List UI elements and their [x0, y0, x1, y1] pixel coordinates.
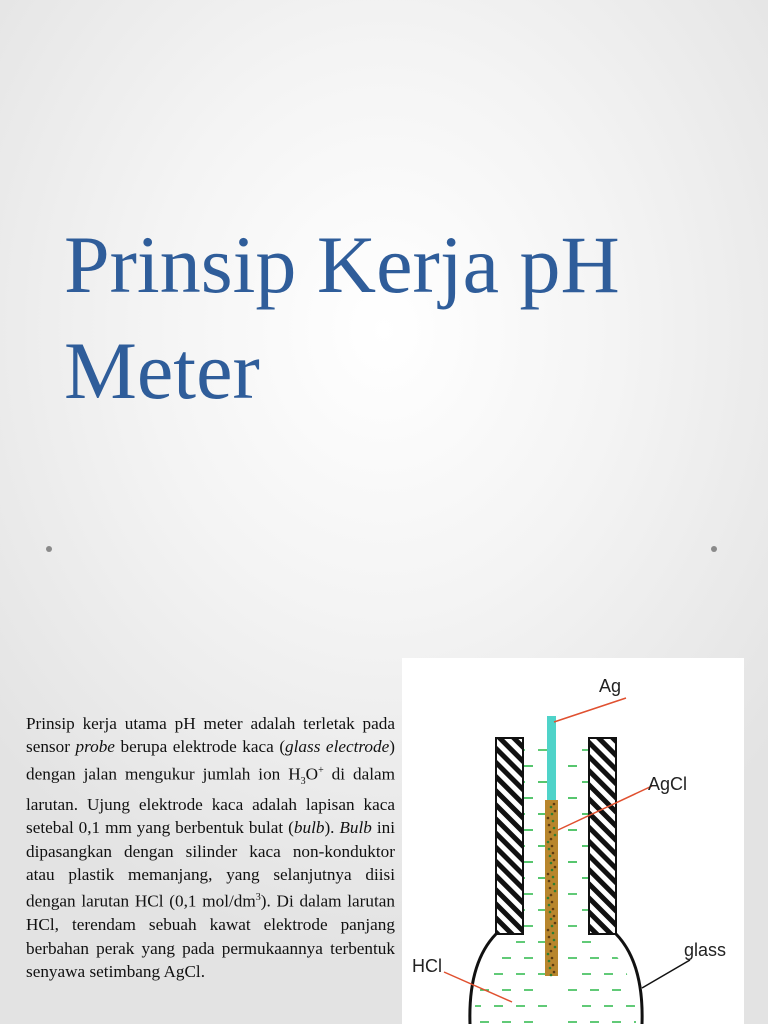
agcl-dot	[547, 953, 550, 956]
label-glass: glass	[684, 940, 727, 960]
agcl-dot	[553, 883, 556, 886]
agcl-dot	[550, 974, 553, 977]
superscript-plus: +	[318, 764, 324, 776]
tube-wall-right	[589, 738, 616, 934]
agcl-dot	[553, 939, 556, 942]
agcl-dot	[549, 943, 552, 946]
agcl-dot	[551, 845, 554, 848]
text-run: O	[305, 764, 319, 784]
tube-wall-left	[496, 738, 523, 934]
slide-title-line-1: Prinsip Kerja pH	[64, 219, 620, 310]
agcl-dot	[549, 855, 552, 858]
agcl-dot	[552, 820, 555, 823]
text-run: ).	[324, 818, 340, 838]
text-italic-probe: probe	[75, 737, 115, 757]
agcl-dot	[547, 929, 550, 932]
leader-ag	[554, 698, 626, 722]
slide-title-line-2: Meter	[64, 325, 260, 416]
subscript-3: 3	[300, 775, 306, 787]
agcl-dot	[554, 866, 557, 869]
agcl-dot	[548, 936, 551, 939]
agcl-dot	[547, 873, 550, 876]
agcl-dot	[550, 894, 553, 897]
agcl-dot	[552, 964, 555, 967]
decorative-dot-left	[46, 546, 52, 552]
agcl-dot	[553, 971, 556, 974]
text-run: Prinsip kerja utama pH meter adalah terletak pada sensor	[26, 714, 395, 757]
agcl-dot	[550, 950, 553, 953]
agcl-dot	[553, 803, 556, 806]
agcl-dot	[554, 946, 557, 949]
agcl-dot	[551, 869, 554, 872]
agcl-dot	[549, 967, 552, 970]
agcl-dot	[552, 852, 555, 855]
agcl-dot	[547, 817, 550, 820]
agcl-dot	[552, 908, 555, 911]
agcl-dot	[551, 901, 554, 904]
text-run: berupa elektrode kaca (	[114, 737, 286, 757]
label-ag: Ag	[599, 676, 622, 696]
agcl-coating	[545, 800, 558, 976]
agcl-dot	[550, 918, 553, 921]
decorative-dot-right	[711, 546, 717, 552]
agcl-dot	[551, 813, 554, 816]
agcl-dot	[552, 876, 555, 879]
agcl-dot	[548, 880, 551, 883]
agcl-dot	[548, 904, 551, 907]
agcl-dot	[549, 887, 552, 890]
electrode-diagram-svg	[402, 658, 744, 1024]
agcl-dot	[551, 925, 554, 928]
text-italic-bulb: bulb	[293, 818, 325, 838]
agcl-dot	[547, 897, 550, 900]
text-italic-bulb: Bulb	[339, 818, 372, 838]
text-run: ) dengan jalan mengukur jumlah ion H	[26, 737, 395, 784]
agcl-dot	[550, 838, 553, 841]
label-agcl: AgCl	[648, 774, 688, 794]
text-run: ). Di dalam larutan HCl, terendam sebuah kawat elektrode panjang berbahan perak yang pada permukaannya terbentuk senyawa setimbang AgCl.	[26, 891, 395, 981]
silver-wire	[547, 716, 556, 802]
agcl-dot	[550, 806, 553, 809]
agcl-dot	[553, 827, 556, 830]
agcl-dot	[547, 841, 550, 844]
slide-title	[64, 212, 744, 424]
agcl-dot	[554, 810, 557, 813]
electrode-diagram	[402, 658, 744, 1024]
agcl-dot	[554, 890, 557, 893]
agcl-dot	[554, 834, 557, 837]
agcl-dot	[554, 922, 557, 925]
agcl-dot	[548, 824, 551, 827]
agcl-dot	[550, 862, 553, 865]
agcl-dot	[552, 932, 555, 935]
text-run: ini dipasangkan dengan silinder kaca non-konduktor atau plastik memanjang, yang selanjutnya diisi dengan larutan HCl (0,1 mol/dm	[26, 818, 395, 911]
agcl-dot	[549, 911, 552, 914]
superscript-3: 3	[255, 892, 261, 904]
agcl-dot	[548, 960, 551, 963]
label-hcl: HCl	[412, 956, 442, 976]
leader-glass	[642, 960, 690, 988]
agcl-dot	[548, 848, 551, 851]
agcl-dot	[551, 957, 554, 960]
body-paragraph	[26, 712, 395, 983]
agcl-dot	[553, 859, 556, 862]
leader-hcl	[444, 972, 512, 1002]
text-italic-glass-electrode: glass electrode	[285, 737, 390, 757]
agcl-dot	[549, 831, 552, 834]
agcl-dot	[553, 915, 556, 918]
text-run: di dalam larutan. Ujung elektrode kaca adalah lapisan kaca setebal 0,1 mm yang berbentuk bulat (	[26, 764, 395, 838]
